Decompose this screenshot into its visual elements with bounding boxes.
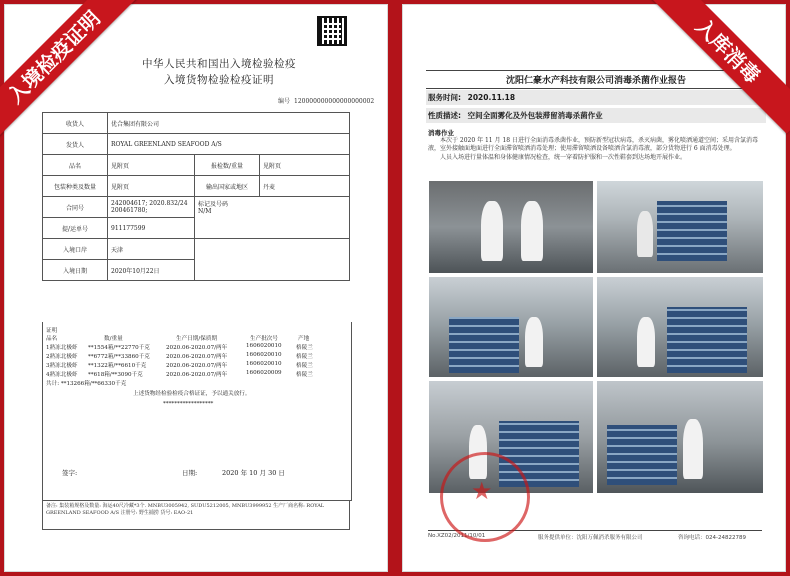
goods-row-origin: 格陵兰	[296, 363, 313, 369]
service-time-value: 2020.11.18	[467, 93, 516, 102]
service-provider: 服务提供单位：沈阳万佩消杀服务有限公司	[538, 535, 643, 541]
photo-pallet-spraying-1	[596, 180, 764, 274]
paragraph-1: 本次于 2020 年 11 月 18 日进行全面消毒杀菌作业，预防新型冠状病毒，杀灭病菌，雾化喷洒通道空间；采用含氯消毒液，室外接触面地面进行全面滞留喷洒消毒处理；使用滞留喷洒设备喷洒含氯消毒液，部分货物进行 6 面消毒处理。	[428, 137, 758, 153]
goods-row-date: 2020.06-2020.07/两年	[166, 354, 228, 360]
goods-col-batch: 生产批次号	[250, 336, 278, 342]
goods-row-batch: 1606020010	[246, 361, 282, 367]
left-banner: 入境检疫证明	[0, 0, 137, 140]
goods-row-date: 2020.06-2020.07/两年	[166, 363, 228, 369]
paragraph-2: 人员入场进行量体温和身体健康情况检查，统一穿着防护服和一次性鞋套到达场地开展作业。	[440, 153, 687, 161]
date-value: 2020年10月22日	[108, 260, 195, 281]
dots-line: ******************	[163, 401, 214, 407]
consignor-label: 发货人	[43, 134, 108, 155]
goods-row-date: 2020.06-2020.07/两年	[166, 345, 228, 351]
property-value: 空间全面雾化及外包装滞留消毒杀菌作业	[467, 111, 603, 120]
goods-row-batch: 1606020010	[246, 343, 282, 349]
photo-workers-suits	[428, 180, 594, 274]
consignor-value: ROYAL GREENLAND SEAFOOD A/S	[108, 134, 350, 155]
footnote: 备注: 集装箱规格及数量: 海运40尺冷藏*3个. MNBU3005942, SUDU5212005, MNBU3999952 生产厂商名称: ROYAL GREENLAND SEAFOOD A/S 注册号: 野生捕捞 货号: EAO-21	[42, 500, 350, 530]
goods-row-origin: 格陵兰	[296, 345, 313, 351]
marks-value: N/M	[198, 208, 212, 215]
photo-pallet-spraying-2	[428, 276, 594, 378]
red-seal-stamp	[440, 452, 530, 542]
property-bar	[426, 108, 766, 123]
goods-row-name: 4熟冻北极虾	[46, 372, 78, 378]
goods-row-batch: 1606020009	[246, 370, 282, 376]
photo-pallet-spraying-3	[596, 276, 764, 378]
goods-row-date: 2020.06-2020.07/两年	[166, 372, 228, 378]
service-time-label: 服务时间:	[428, 93, 461, 102]
date-label: 入境日期	[43, 260, 108, 281]
certificate-title-line1: 中华人民共和国出入境检验检疫	[142, 58, 296, 70]
port-value: 天津	[108, 239, 195, 260]
goods-row-origin: 格陵兰	[296, 354, 313, 360]
marks-label: 标记及号码	[198, 201, 229, 208]
declared-qty-value: 见附页	[260, 155, 350, 176]
port-label: 入境口岸	[43, 239, 108, 260]
section-title: 消毒作业	[428, 129, 454, 137]
certificate-table	[42, 112, 350, 281]
contract-value: 242004617; 2020.832/24200461780;	[108, 197, 195, 218]
consult-phone: 咨询电话：024-24822789	[678, 535, 746, 541]
certificate-number-label: 编号	[278, 98, 291, 105]
goods-row-name: 2熟冻北极虾	[46, 354, 78, 360]
date-sign-label: 日期:	[182, 469, 198, 477]
goods-row-batch: 1606020010	[246, 352, 282, 358]
goods-row-qty: **1554箱/**22770千克	[88, 345, 150, 351]
consignee-value: 优合集团有限公司	[108, 113, 350, 134]
certificate-number-value: 120000000000000000002	[294, 98, 375, 105]
certificate-number	[274, 96, 374, 105]
qr-code-icon	[319, 18, 345, 44]
blank-cell	[195, 239, 350, 281]
report-body	[428, 137, 762, 162]
release-statement: 上述货物经检验检疫合格证证，予以通关放行。	[133, 391, 251, 397]
packing-value: 见附页	[108, 176, 195, 197]
date-sign-value: 2020 年 10 月 30 日	[222, 469, 285, 477]
property-label: 性质描述:	[428, 111, 461, 120]
bill-label: 提/运单号	[43, 218, 108, 239]
certificate-panel	[4, 4, 388, 572]
goods-row-name: 1熟冻北极虾	[46, 345, 78, 351]
certificate-title-line2: 入境货物检验检疫证明	[164, 74, 274, 86]
goods-col-date: 生产日期/保质期	[176, 336, 218, 342]
photo-pallet-spraying-5	[596, 380, 764, 494]
origin-label: 输出国家或地区	[195, 176, 260, 197]
goods-row-qty: **6772箱/**33860千克	[88, 354, 150, 360]
goods-name-label: 品名	[43, 155, 108, 176]
goods-col-origin: 产地	[298, 336, 310, 342]
goods-row-origin: 格陵兰	[296, 372, 313, 378]
goods-section-label: 证明	[46, 328, 58, 334]
goods-row-name: 3熟冻北极虾	[46, 363, 78, 369]
consignee-label: 收货人	[43, 113, 108, 134]
packing-label: 包装种类及数量	[43, 176, 108, 197]
goods-col-name: 品名	[46, 336, 58, 342]
marks-cell	[195, 197, 350, 239]
goods-row-qty: **1322箱/**6610千克	[88, 363, 147, 369]
right-banner: 入库消毒	[645, 0, 790, 134]
report-number: No.XZ02/2011/10/01	[428, 533, 486, 539]
service-time-bar	[426, 90, 766, 105]
contract-label: 合同号	[43, 197, 108, 218]
goods-name-value: 见附页	[108, 155, 195, 176]
bill-value: 911177599	[108, 218, 195, 239]
declared-qty-label: 报检数/重量	[195, 155, 260, 176]
origin-value: 丹麦	[260, 176, 350, 197]
goods-col-qty: 数/重量	[104, 336, 123, 342]
goods-total: 共计: **13266箱/**66330千克	[46, 381, 127, 387]
report-title: 沈阳仁豪水产科技有限公司消毒杀菌作业报告	[426, 70, 766, 89]
sign-label: 签字:	[62, 469, 78, 477]
goods-row-qty: **618箱/**3090千克	[88, 372, 143, 378]
